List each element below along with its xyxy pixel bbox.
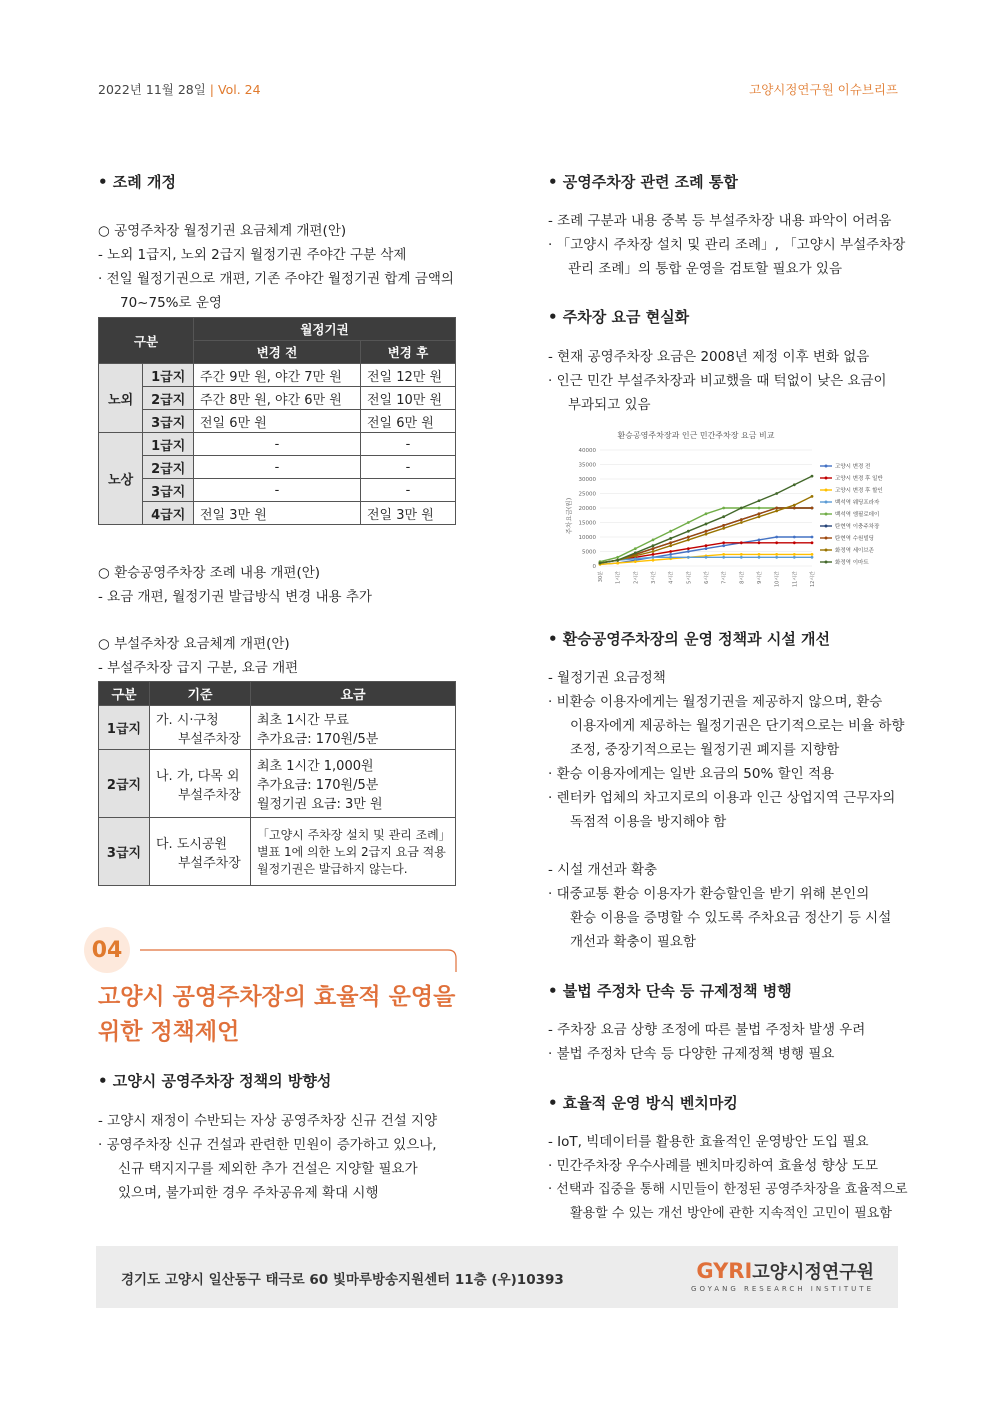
text-line: ○ 환승공영주차장 조례 내용 개편(안) [98,565,321,581]
table-header: 기준 [150,682,251,706]
chart-data-point [669,541,672,544]
criteria-cell [150,818,251,886]
chart-x-tick-label: 12시간 [810,571,816,588]
chart-data-point [705,547,708,550]
chart-data-point [775,541,778,544]
text-line: 있으며, 불가피한 경우 주차공유제 확대 시행 [118,1185,379,1201]
chart-data-point [811,475,814,478]
chart-data-point [811,541,814,544]
group-label: 노외 [99,364,143,433]
table-cell: - [194,479,361,502]
chart-data-point [793,507,796,510]
section-policy-direction: • 고양시 공영주차장 정책의 방향성 [98,1072,332,1090]
logo-english: GOYANG RESEARCH INSTITUTE [691,1285,874,1293]
issue-date-line [98,80,261,98]
chart-y-tick-label: 20000 [578,506,596,512]
section-benchmarking: • 효율적 운영 방식 벤치마킹 [548,1094,738,1112]
text-line: 관리 조례」의 통합 운영을 검토할 필요가 있음 [568,261,842,277]
chart-x-tick-label: 7시간 [721,571,728,584]
text-line: · 「고양시 주차장 설치 및 관리 조례」, 「고양시 부설주차장 [548,237,906,253]
chart-x-tick-label: 5시간 [686,571,693,584]
chart-data-point [705,544,708,547]
grade-cell: 1급지 [143,364,194,387]
chart-x-tick-label: 6시간 [704,571,710,584]
chart-data-point [687,539,690,542]
text-line: 환승 이용을 증명할 수 있도록 주차요금 정산기 등 시설 [570,910,892,926]
chart-data-point [705,556,708,559]
legend-entry: 고양시 변경 후 할인 [835,488,883,494]
chart-data-point [758,539,761,542]
chart-data-point [634,552,637,555]
chart-data-point [634,560,637,563]
table-cell: 전일 12만 원 [361,364,456,387]
text-line: · 환승 이용자에게는 일반 요금의 50% 할인 적용 [548,766,835,782]
table-cell: 전일 10만 원 [361,387,456,410]
chart-data-point [775,553,778,556]
grade-cell: 2급지 [143,387,194,410]
chart-y-tick-label: 5000 [582,549,596,556]
table-row [99,706,456,750]
chart-data-point [705,523,708,526]
criteria-line: 나. 가, 다목 외 [156,768,240,784]
chart-data-point [652,539,655,542]
text-line: - 부설주차장 급지 구분, 요금 개편 [98,660,299,676]
fee-line: 월정기권은 발급하지 않는다. [257,862,408,876]
chart-data-point [811,495,814,498]
chart-data-point [740,507,743,510]
chart-data-point [775,536,778,539]
fee-line: 추가요금: 170원/5분 [257,778,379,793]
chart-data-point [775,510,778,513]
table-header: 변경 전 [194,341,361,364]
table-cell: 주간 9만 원, 야간 7만 원 [194,364,361,387]
chart-data-point [687,556,690,559]
legend-marker [825,477,828,480]
chart-y-tick-label: 35000 [578,462,596,469]
chart-data-point [669,544,672,547]
chart-data-point [652,556,655,559]
chart-x-tick-label: 2시간 [633,571,640,584]
group-label: 노상 [99,433,143,525]
chart-data-point [758,541,761,544]
chart-data-point [687,547,690,550]
table-header: 구분 [99,318,194,364]
table-header: 구분 [99,682,150,706]
chart-data-point [758,507,761,510]
legend-marker [825,513,828,516]
chart-data-point [634,554,637,557]
chart-svg [566,426,896,596]
table-row [99,750,456,818]
issue-date: 2022년 11월 28일 [98,82,206,97]
text-line: · 전일 월정기권으로 개편, 기존 주야간 월정기권 합계 금액의 [98,271,454,287]
chart-data-point [652,547,655,550]
table-row [99,433,456,456]
chart-data-point [705,533,708,536]
chart-data-point [652,550,655,553]
chart-data-point [758,553,761,556]
legend-marker [825,561,828,564]
text-line: 부과되고 있음 [568,397,651,413]
text-line: 신규 택지지구를 제외한 추가 건설은 지양할 필요가 [118,1161,418,1177]
text-line: · 대중교통 환승 이용자가 환승할인을 받기 위해 본인의 [548,886,870,902]
criteria-line: 부설주차장 [178,731,241,747]
chart-data-point [811,536,814,539]
legend-entry: 백석역 웨딩프라자 [835,500,880,506]
chart-data-point [687,521,690,524]
legend-entry: 백석역 엠필로데이 [835,512,880,518]
chart-x-tick-label: 4시간 [668,571,675,584]
chart-data-point [616,556,619,559]
chart-y-tick-label: 25000 [578,491,596,498]
legend-marker [825,549,828,552]
fee-cell [251,750,456,818]
chart-data-point [669,550,672,553]
legend-marker [825,465,828,468]
chart-data-point [740,521,743,524]
chart-data-point [705,530,708,533]
chart-data-point [634,547,637,550]
chart-data-point [722,507,725,510]
chart-data-point [652,559,655,562]
chart-y-tick-label: 15000 [578,520,596,527]
chart-data-point [775,556,778,559]
text-line: 조정, 중장기적으로는 월정기권 폐지를 지향함 [570,742,840,758]
chart-title: 환승공영주차장과 인근 민간주차장 요금 비교 [617,431,775,440]
chart-data-point [616,559,619,562]
text-line: ○ 부설주차장 요금체계 개편(안) [98,636,290,652]
chart-data-point [758,512,761,515]
legend-entry: 고양시 변경 전 [835,464,871,470]
section-number-badge: 04 [84,927,130,973]
grade-cell: 1급지 [99,706,150,750]
table-row [99,410,456,433]
text-line: 독점적 이용을 방지해야 함 [570,814,727,830]
chart-x-tick-label: 10시간 [774,571,781,588]
chapter-title-line2: 위한 정책제언 [98,1019,240,1045]
chart-data-point [669,530,672,533]
chart-data-point [599,562,602,565]
table-header: 변경 후 [361,341,456,364]
table-cell: 전일 3만 원 [194,502,361,525]
table-header: 월정기권 [194,318,456,341]
table-cell: 전일 3만 원 [361,502,456,525]
table-row [99,364,456,387]
chart-data-point [669,553,672,556]
legend-marker [825,501,828,504]
chart-data-point [652,553,655,556]
fee-line: 최초 1시간 1,000원 [257,759,374,774]
table-cell: 전일 6만 원 [194,410,361,433]
chart-data-point [634,557,637,560]
chart-data-point [669,537,672,540]
text-line: - 주차장 요금 상향 조정에 따른 불법 주정차 발생 우려 [548,1022,866,1038]
criteria-line: 부설주차장 [178,787,241,803]
chart-data-point [793,504,796,507]
chart-data-point [740,518,743,521]
chart-y-axis-label: 주차요금(원) [565,497,573,535]
legend-marker [825,537,828,540]
table-row [99,479,456,502]
table-cell: - [194,433,361,456]
chart-series-line [600,496,812,563]
text-line: · 비환승 이용자에게는 월정기권을 제공하지 않으며, 환승 [548,694,883,710]
chart-data-point [793,483,796,486]
chart-data-point [687,536,690,539]
text-line: 개선과 확충이 필요함 [570,934,696,950]
text-line: 70~75%로 운영 [120,295,222,311]
table-cell: - [361,479,456,502]
volume-number: Vol. 24 [218,82,261,97]
grade-cell: 3급지 [143,479,194,502]
chart-data-point [652,544,655,547]
criteria-line: 가. 시·구청 [156,712,219,728]
table-cell: 전일 6만 원 [361,410,456,433]
text-line: - 고양시 재정이 수반되는 자상 공영주차장 신규 건설 지양 [98,1113,438,1129]
chart-x-tick-label: 1시간 [615,571,622,584]
chart-data-point [722,515,725,518]
text-line: - 조례 구분과 내용 중복 등 부설주차장 내용 파악이 어려움 [548,213,892,229]
text-line: 활용할 수 있는 개선 방안에 관한 지속적인 고민이 필요함 [570,1206,892,1221]
table-cell: 주간 8만 원, 야간 6만 원 [194,387,361,410]
header-separator: | [209,82,215,97]
section-ordinance-revision: • 조례 개정 [98,173,176,191]
grade-cell: 1급지 [143,433,194,456]
chart-data-point [616,562,619,565]
chart-data-point [705,512,708,515]
table-cell: - [361,433,456,456]
text-line: · 공영주차장 신규 건설과 관련한 민원이 증가하고 있으나, [98,1137,437,1153]
chart-data-point [758,556,761,559]
text-line: · 선택과 집중을 통해 시민들이 한정된 공영주차장을 효율적으로 [548,1182,908,1197]
chart-data-point [722,541,725,544]
footer-bar [96,1246,898,1308]
chart-data-point [793,556,796,559]
text-line: - 노외 1급지, 노외 2급지 월정기권 주야간 구분 삭제 [98,247,407,263]
chart-data-point [722,527,725,530]
chart-data-point [722,556,725,559]
grade-cell: 4급지 [143,502,194,525]
chart-data-point [793,541,796,544]
section-regulation: • 불법 주정차 단속 등 규제정책 병행 [548,982,792,1000]
fee-cell [251,706,456,750]
logo-mark: GYRI [696,1259,753,1283]
chart-y-tick-label: 30000 [578,477,596,483]
chart-data-point [811,556,814,559]
chart-data-point [687,530,690,533]
section-fee-realization: • 주차장 요금 현실화 [548,308,690,326]
text-line: - IoT, 빅데이터를 활용한 효율적인 운영방안 도입 필요 [548,1134,869,1150]
text-line: - 현재 공영주차장 요금은 2008년 제정 이후 변화 없음 [548,349,870,365]
chart-data-point [722,553,725,556]
chart-data-point [758,499,761,502]
table-cell: - [361,456,456,479]
grade-cell: 2급지 [143,456,194,479]
text-line: · 불법 주정차 단속 등 다양한 규제정책 병행 필요 [548,1046,835,1062]
chart-data-point [722,524,725,527]
text-line: · 민간주차장 우수사례를 벤치마킹하여 효율성 향상 도모 [548,1158,878,1174]
criteria-line: 부설주차장 [178,855,241,871]
criteria-cell [150,706,251,750]
chart-data-point [740,553,743,556]
chapter-title-line1: 고양시 공영주차장의 효율적 운영을 [98,984,456,1010]
text-line: - 요금 개편, 월정기권 발급방식 변경 내용 추가 [98,589,372,605]
chart-x-tick-label: 30분 [598,571,604,583]
footer-address: 경기도 고양시 일산동구 태극로 60 빛마루방송지원센터 11층 (우)10393 [121,1272,564,1288]
legend-entry: 탄현역 이충주차장 [835,524,880,530]
table-row [99,502,456,525]
text-line: · 렌터카 업체의 차고지로의 이용과 인근 상업지역 근무자의 [548,790,896,806]
fee-cell [251,818,456,886]
chart-data-point [793,553,796,556]
chart-y-tick-label: 0 [592,564,596,570]
section-divider-line [138,940,458,974]
legend-entry: 고양시 변경 후 일반 [835,476,883,482]
section-transfer-parking: • 환승공영주차장의 운영 정책과 시설 개선 [548,630,831,648]
fee-line: 월정기권 요금: 3만 원 [257,797,383,812]
text-line: ○ 공영주차장 월정기권 요금체계 개편(안) [98,223,347,239]
chart-y-tick-label: 10000 [578,535,596,541]
grade-cell: 3급지 [143,410,194,433]
legend-entry: 탄현역 수원빌딩 [835,536,874,542]
chart-data-point [669,556,672,559]
legend-marker [825,489,828,492]
table-header: 요금 [251,682,456,706]
legend-marker [825,525,828,528]
fee-line: 「고양시 주차장 설치 및 관리 조례」 [257,828,451,842]
legend-entry: 화정역 이마트 [835,560,869,566]
text-line: 이용자에게 제공하는 월정기권은 단기적으로는 비율 하향 [570,718,905,734]
chart-data-point [793,536,796,539]
text-line: · 인근 민간 부설주차장과 비교했을 때 턱없이 낮은 요금이 [548,373,887,389]
chart-data-point [811,553,814,556]
chart-data-point [811,507,814,510]
text-line: - 월정기권 요금정책 [548,670,666,686]
text-line: - 시설 개선과 확충 [548,862,658,878]
chart-data-point [758,515,761,518]
fee-line: 추가요금: 170원/5분 [257,731,379,747]
annex-parking-fee-table [98,681,456,886]
chart-data-point [775,492,778,495]
fee-line: 별표 1에 의한 노외 2급지 요금 적용 [257,845,446,859]
section-ordinance-integration: • 공영주차장 관련 조례 통합 [548,173,738,191]
publication-brand: 고양시정연구원 이슈브리프 [749,82,898,97]
table-row [99,456,456,479]
criteria-cell [150,750,251,818]
fee-line: 최초 1시간 무료 [257,712,349,728]
institute-logo [691,1258,874,1293]
chart-data-point [740,556,743,559]
chart-y-tick-label: 40000 [578,448,596,454]
fee-comparison-chart [566,426,896,596]
grade-cell: 3급지 [99,818,150,886]
chart-x-tick-label: 9시간 [757,571,763,584]
table-cell: - [194,456,361,479]
chart-x-tick-label: 8시간 [739,571,746,584]
table-row [99,387,456,410]
table-row [99,818,456,886]
monthly-pass-fee-table [98,317,456,525]
chart-x-tick-label: 3시간 [651,571,657,584]
chart-data-point [740,541,743,544]
chart-data-point [722,544,725,547]
chart-data-point [775,507,778,510]
chart-x-tick-label: 11시간 [792,571,799,588]
grade-cell: 2급지 [99,750,150,818]
legend-entry: 화정역 세이브존 [835,548,874,554]
logo-name: 고양시정연구원 [752,1262,874,1283]
chart-data-point [687,550,690,553]
criteria-line: 다. 도시공원 [156,836,228,852]
